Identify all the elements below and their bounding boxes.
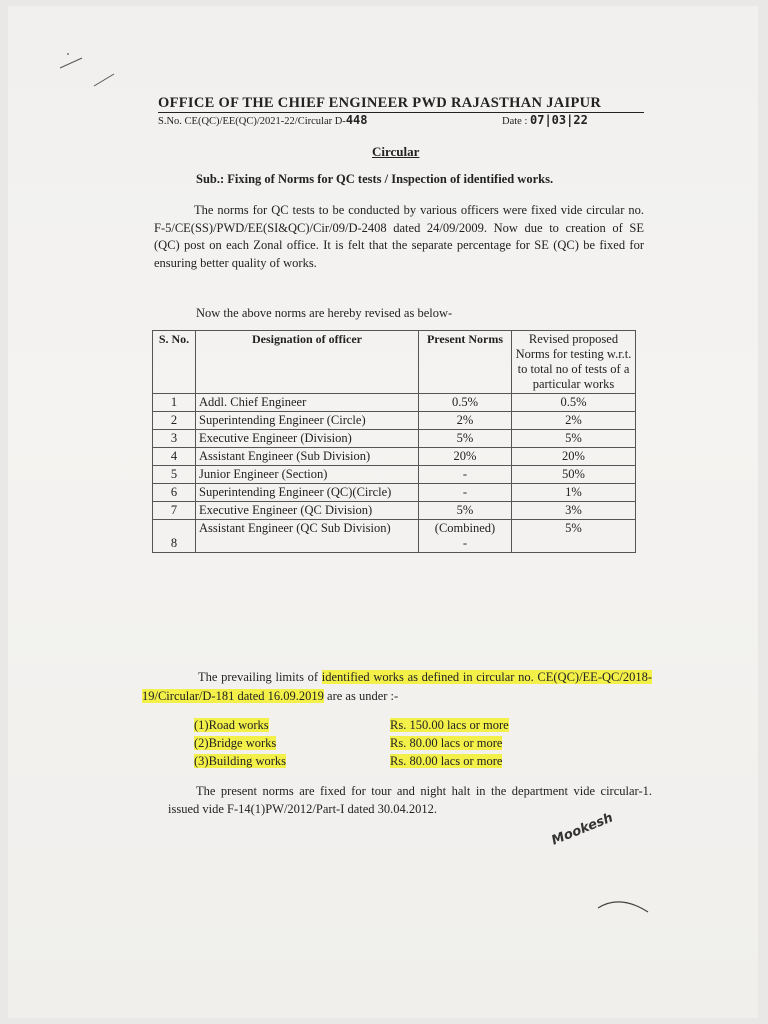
- cell-designation: Addl. Chief Engineer: [196, 394, 419, 412]
- cell-sno: 3: [153, 430, 196, 448]
- cell-designation: Executive Engineer (QC Division): [196, 502, 419, 520]
- cell-designation: Superintending Engineer (QC)(Circle): [196, 484, 419, 502]
- intro-paragraph: The norms for QC tests to be conducted by various officers were fixed vide circular no. F-5/CE(SS)/PWD/EE(SI&QC)/Cir/09/D-2408 dated 24/09/2009. Now due to creation of SE (QC) post on each Zonal office. It is felt that the separate percentage for SE (QC) be fixed for ensuring better quality of works.: [154, 203, 644, 270]
- limit-name: (2)Bridge works: [194, 736, 277, 750]
- cell-revised: 0.5%: [512, 394, 636, 412]
- office-header: OFFICE OF THE CHIEF ENGINEER PWD RAJASTHAN JAIPUR: [158, 94, 644, 113]
- cell-present: -: [419, 466, 512, 484]
- para2-text-a: The prevailing limits of: [198, 670, 322, 684]
- para2-highlight-b: identified works as defined: [321, 670, 460, 684]
- circular-date: Date : 07|03|22: [502, 113, 588, 127]
- header-present: Present Norms: [419, 331, 512, 394]
- cell-present: -: [419, 484, 512, 502]
- limits-list: [194, 718, 509, 772]
- cell-present-dash: -: [462, 536, 468, 550]
- pen-mark-bottom: [594, 890, 654, 920]
- cell-designation: Assistant Engineer (Sub Division): [196, 448, 419, 466]
- cell-sno: 4: [153, 448, 196, 466]
- cell-revised: 5%: [512, 520, 636, 553]
- cell-sno: 6: [153, 484, 196, 502]
- handwritten-signature: Mookesh: [549, 810, 616, 849]
- cell-sno: 5: [153, 466, 196, 484]
- cell-designation: Executive Engineer (Division): [196, 430, 419, 448]
- closing-paragraph: The present norms are fixed for tour and night halt in the department vide circular-1. issued vide F-14(1)PW/2012/Part-I dated 30.04.2012.: [168, 784, 652, 816]
- cell-revised: 3%: [512, 502, 636, 520]
- table-row: [153, 502, 636, 520]
- table-row: [153, 448, 636, 466]
- limit-name: (1)Road works: [194, 718, 269, 732]
- limit-value: Rs. 150.00 lacs or more: [390, 718, 509, 732]
- cell-sno: 2: [153, 412, 196, 430]
- limit-value: Rs. 80.00 lacs or more: [390, 736, 503, 750]
- header-revised: Revised proposed Norms for testing w.r.t. to total no of tests of a particular works: [512, 331, 636, 394]
- cell-present: 5%: [419, 502, 512, 520]
- table-row: [153, 430, 636, 448]
- document-title: Circular: [372, 144, 420, 159]
- document-page: [8, 6, 758, 1018]
- list-item: [194, 754, 509, 772]
- table-row: [153, 394, 636, 412]
- cell-revised: 5%: [512, 430, 636, 448]
- cell-designation: Superintending Engineer (Circle): [196, 412, 419, 430]
- table-row: [153, 484, 636, 502]
- list-item: [194, 718, 509, 736]
- limits-paragraph: [142, 668, 652, 706]
- cell-present-combined: (Combined): [434, 521, 496, 535]
- table-row: [153, 466, 636, 484]
- cell-sno: 7: [153, 502, 196, 520]
- cell-revised: 20%: [512, 448, 636, 466]
- limit-name: (3)Building works: [194, 754, 287, 768]
- cell-designation: Assistant Engineer (QC Sub Division): [196, 520, 419, 553]
- cell-present: 20%: [419, 448, 512, 466]
- cell-revised: 2%: [512, 412, 636, 430]
- table-row: [153, 520, 636, 553]
- cell-sno: 1: [153, 394, 196, 412]
- reference-number: S.No. CE(QC)/EE(QC)/2021-22/Circular D-448: [158, 113, 368, 127]
- cell-revised: 50%: [512, 466, 636, 484]
- cell-present: [419, 520, 512, 553]
- list-item: [194, 736, 509, 754]
- limit-value: Rs. 80.00 lacs or more: [390, 754, 503, 768]
- para2-highlight-c: in circular no. CE(QC)/EE-QC/2018-19/Circular/D-181 dated 16.09.2019: [142, 670, 652, 703]
- table-row: [153, 412, 636, 430]
- header-sno: S. No.: [153, 331, 196, 394]
- table-header-row: [153, 331, 636, 394]
- cell-present: 0.5%: [419, 394, 512, 412]
- cell-designation: Junior Engineer (Section): [196, 466, 419, 484]
- cell-present: 5%: [419, 430, 512, 448]
- cell-revised: 1%: [512, 484, 636, 502]
- cell-sno: 8: [153, 520, 196, 553]
- cell-present: 2%: [419, 412, 512, 430]
- revised-intro: Now the above norms are hereby revised as below-: [196, 306, 453, 320]
- header-designation: Designation of officer: [196, 331, 419, 394]
- para2-text-d: are as under :-: [323, 689, 399, 703]
- pen-mark-top-left: [48, 46, 118, 106]
- subject-line: Sub.: Fixing of Norms for QC tests / Inspection of identified works.: [196, 172, 554, 186]
- norms-table: [152, 330, 636, 553]
